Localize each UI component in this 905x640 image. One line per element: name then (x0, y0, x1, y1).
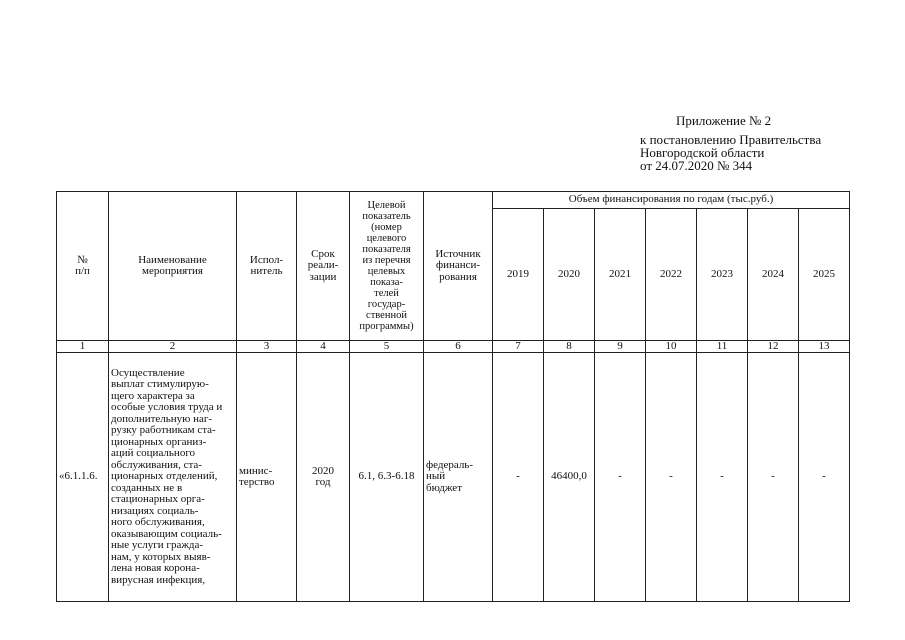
table-row (57, 353, 850, 602)
header-year: 2025 (799, 209, 850, 341)
column-number: 5 (350, 341, 424, 353)
header-year: 2021 (595, 209, 646, 341)
appendix-region-line: Новгородской области (640, 145, 765, 160)
header-row-top (57, 192, 850, 209)
column-number: 7 (493, 341, 544, 353)
column-number-row (57, 341, 850, 353)
header-year: 2022 (646, 209, 697, 341)
appendix-title: Приложение № 2 (676, 113, 772, 128)
row-source: федераль- ный бюджет (424, 353, 493, 602)
row-value-2019: - (493, 353, 544, 602)
header-year: 2023 (697, 209, 748, 341)
column-number: 8 (544, 341, 595, 353)
header-name: Наименование мероприятия (109, 192, 237, 341)
appendix-resolution-line: к постановлению Правительства (640, 132, 822, 147)
column-number: 10 (646, 341, 697, 353)
row-name: Осуществление выплат стимулирую- щего характера за особые условия труда и дополнительную наг- рузку работникам ста- ционарных организ- аций социального обслуживания, ста- ционарных отделений, созданных не в стационарных орга- низациях социаль- ного обслуживания, оказывающим социаль- ные услуги гражда- нам, у которых выяв- лена новая корона- вирусная инфекция, (109, 353, 237, 602)
header-target: Целевой показатель (номер целевого показателя из перечня целевых показа- телей государ- ственной программы) (350, 192, 424, 341)
header-num: № п/п (57, 192, 109, 341)
column-number: 12 (748, 341, 799, 353)
column-number: 6 (424, 341, 493, 353)
header-funding-group: Объем финансирования по годам (тыс.руб.) (493, 192, 850, 209)
header-year: 2019 (493, 209, 544, 341)
row-executor: минис- терство (237, 353, 297, 602)
row-value-2023: - (697, 353, 748, 602)
row-term: 2020 год (297, 353, 350, 602)
row-value-2020: 46400,0 (544, 353, 595, 602)
row-value-2022: - (646, 353, 697, 602)
header-executor: Испол- нитель (237, 192, 297, 341)
financing-table (56, 191, 850, 602)
header-year: 2024 (748, 209, 799, 341)
header-year: 2020 (544, 209, 595, 341)
row-value-2021: - (595, 353, 646, 602)
column-number: 13 (799, 341, 850, 353)
header-source: Источник финанси- рования (424, 192, 493, 341)
appendix-date-line: от 24.07.2020 № 344 (640, 158, 753, 173)
column-number: 11 (697, 341, 748, 353)
column-number: 3 (237, 341, 297, 353)
column-number: 4 (297, 341, 350, 353)
row-value-2025: - (799, 353, 850, 602)
row-target: 6.1, 6.3-6.18 (350, 353, 424, 602)
header-term: Срок реали- зации (297, 192, 350, 341)
row-value-2024: - (748, 353, 799, 602)
row-num: «6.1.1.6. (57, 353, 109, 602)
column-number: 1 (57, 341, 109, 353)
column-number: 2 (109, 341, 237, 353)
column-number: 9 (595, 341, 646, 353)
